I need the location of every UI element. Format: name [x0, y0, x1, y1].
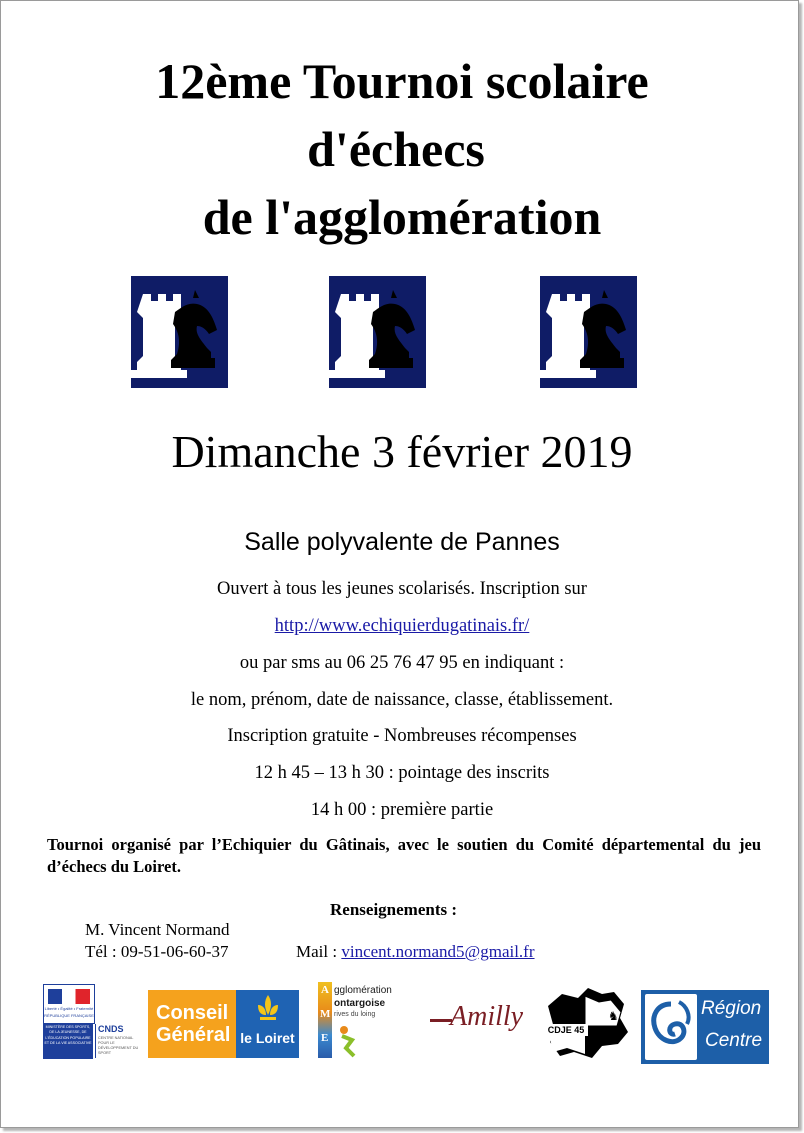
ministry-text: MINISTÈRE DES SPORTS, DE LA JEUNESSE, DE L'ÉDUCATION POPULAIRE ET DE LA VIE ASSOCIATIVE [44, 1025, 92, 1046]
rook-knight-icon [131, 276, 228, 388]
cnds-text: CENTRE NATIONAL POUR LE DÉVELOPPEMENT DU SPORT [98, 1036, 139, 1055]
contact-phone: Tél : 09-51-06-60-37 [85, 942, 229, 961]
rook-knight-icon [540, 276, 637, 388]
fleur-de-lis-icon [256, 995, 280, 1025]
conseil-general-logo [148, 990, 299, 1058]
agglo-line1: gglomération [334, 985, 392, 996]
title-line-1: 12ème Tournoi scolaire [155, 53, 649, 109]
ministry-republic: RÉPUBLIQUE FRANÇAISE [44, 1013, 94, 1018]
ministry-logo [43, 984, 139, 1059]
title-line-2: d'échecs [307, 121, 485, 177]
agglo-line2: ontargoise [334, 998, 386, 1009]
ministry-motto: Liberté • Égalité • Fraternité [44, 1006, 94, 1011]
amilly-label: Amilly [450, 1001, 524, 1032]
cnds-label: CNDS [98, 1024, 124, 1034]
website-link[interactable]: http://www.echiquierdugatinais.fr/ [274, 616, 530, 636]
event-venue: Salle polyvalente de Pannes [244, 528, 560, 556]
info-checkin: 12 h 45 – 13 h 30 : pointage des inscrits [254, 763, 550, 783]
figure-icon [336, 1024, 366, 1058]
conseil-line1: Conseil [156, 1002, 229, 1024]
info-sms: ou par sms au 06 25 76 47 95 en indiquant : [239, 653, 565, 673]
region-centre-logo [641, 990, 769, 1064]
info-open: Ouvert à tous les jeunes scolarisés. Inscription sur [217, 579, 587, 599]
contact-name: M. Vincent Normand [85, 920, 230, 939]
region-line2: Centre [705, 1030, 763, 1051]
region-line1: Région [701, 998, 762, 1019]
marianne-emblem [43, 984, 95, 1024]
region-swirl-icon [645, 994, 697, 1060]
loiret-label: le Loiret [240, 1030, 295, 1046]
mail-label: Mail : [296, 942, 342, 961]
cdje45-logo [538, 986, 632, 1058]
info-free: Inscription gratuite - Nombreuses récompenses [227, 726, 577, 746]
event-date: Dimanche 3 février 2019 [171, 426, 633, 477]
organizer-note: Tournoi organisé par l’Echiquier du Gâtinais, avec le soutien du Comité départemental du jeu d’échecs du Loiret. [47, 835, 761, 876]
agglo-montargoise-logo: A M E gglomération ontargoise rives du loing [316, 982, 412, 1060]
contact-heading: Renseignements : [330, 900, 458, 919]
contact-mail [296, 941, 535, 963]
title-line-3: de l'agglomération [202, 189, 602, 245]
info-fields: le nom, prénom, date de naissance, classe, établissement. [190, 690, 614, 710]
info-first-round: 14 h 00 : première partie [310, 800, 494, 820]
svg-text:♞: ♞ [608, 1009, 619, 1023]
agglo-line3: rives du loing [334, 1011, 376, 1018]
conseil-line2: Général [156, 1024, 231, 1046]
amilly-logo [430, 995, 524, 1045]
rook-knight-icon [329, 276, 426, 388]
mail-link[interactable]: vincent.normand5@gmail.fr [341, 942, 535, 961]
cdje-label: CDJE 45 [544, 1024, 588, 1036]
loiret-map-icon [538, 986, 632, 1058]
